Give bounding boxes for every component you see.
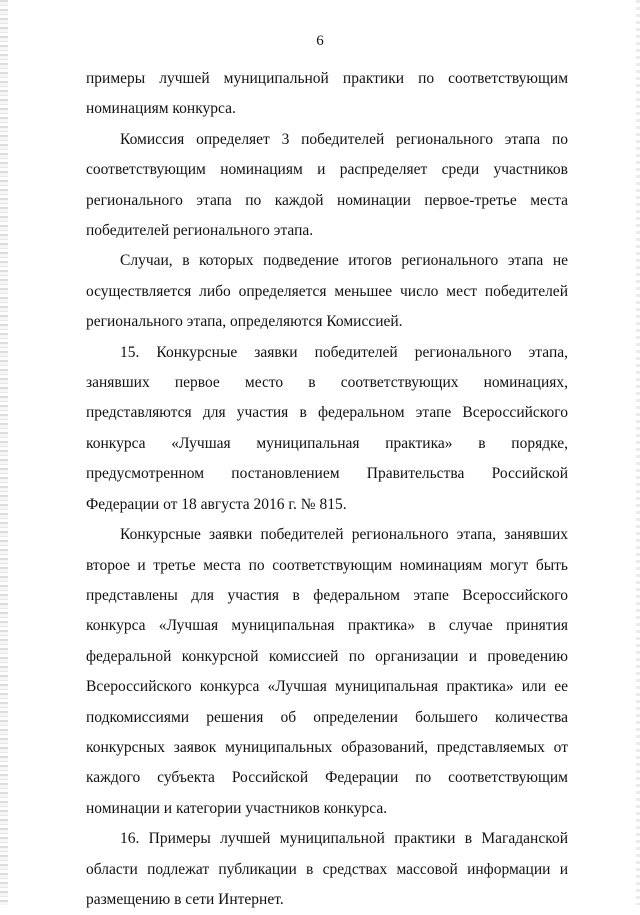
- scan-edge-right: [636, 0, 640, 905]
- paragraph-second-third-places: Конкурсные заявки победителей регионального этапа, занявших второе и третье места по соответствующим номинациям могут быть представлены для участия в федеральном этапе Всероссийского конкурса «Лучшая муниципальная практика» в случае принятия федеральной конкурсной комиссией по организации и проведению Всероссийского конкурса «Лучшая муниципальная практика» или ее подкомиссиями решения об определении большего количества конкурсных заявок муниципальных образований, представляемых от каждого субъекта Российской Федерации по соответствующим номинации и категории участников конкурса.: [86, 526, 568, 817]
- page-number: 6: [316, 33, 324, 49]
- paragraph-item-16: 16. Примеры лучшей муниципальной практики в Магаданской области подлежат публикации в средствах массовой информации и размещению в сети Интернет.: [86, 830, 568, 908]
- paragraph-continuation: примеры лучшей муниципальной практики по соответствующим номинациям конкурса.: [86, 70, 568, 118]
- document-body: [86, 64, 568, 915]
- paragraph-item-15: 15. Конкурсные заявки победителей регионального этапа, занявших первое место в соответствующих номинациях, представляются для участия в федеральном этапе Всероссийского конкурса «Лучшая муниципальная практика» в порядке, предусмотренном постановлением Правительства Российской Федерации от 18 августа 2016 г. № 815.: [86, 343, 568, 513]
- paragraph-cases: Случаи, в которых подведение итогов регионального этапа не осуществляется либо определяется меньшее число мест победителей регионального этапа, определяются Комиссией.: [86, 252, 568, 331]
- paragraph-commission-winners: Комиссия определяет 3 победителей регионального этапа по соответствующим номинациям и распределяет среди участников регионального этапа по каждой номинации первое-третье места победителей регионального этапа.: [86, 130, 568, 240]
- scan-edge-left: [0, 0, 8, 905]
